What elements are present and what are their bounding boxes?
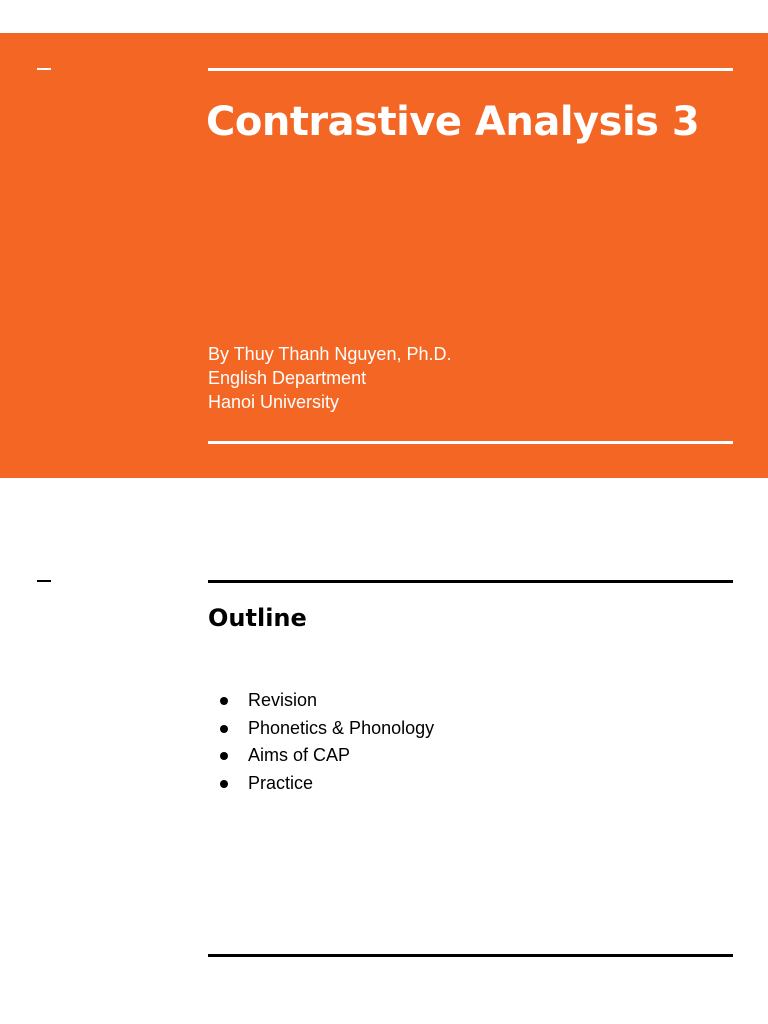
byline-department: English Department xyxy=(208,368,367,388)
outline-slide xyxy=(0,478,768,1024)
byline xyxy=(208,342,451,414)
title-slide xyxy=(0,33,768,478)
list-item-label: Aims of CAP xyxy=(248,745,351,765)
outline-heading: Outline xyxy=(208,604,307,632)
corner-dash xyxy=(37,68,51,70)
bottom-rule xyxy=(208,441,733,444)
byline-university: Hanoi University xyxy=(208,392,340,412)
list-item-label: Phonetics & Phonology xyxy=(248,717,435,738)
bullet-icon xyxy=(220,780,228,788)
slide-title: Contrastive Analysis 3 xyxy=(206,99,700,145)
top-rule xyxy=(208,580,733,583)
top-rule xyxy=(208,68,733,71)
bullet-icon xyxy=(220,725,228,733)
list-item-label: Practice xyxy=(248,772,314,793)
bottom-rule xyxy=(208,954,733,957)
corner-dash xyxy=(37,580,51,582)
byline-author: By Thuy Thanh Nguyen, Ph.D. xyxy=(208,344,452,364)
bullet-icon xyxy=(220,752,228,760)
list-item-label: Revision xyxy=(248,690,318,710)
bullet-icon xyxy=(220,697,228,705)
